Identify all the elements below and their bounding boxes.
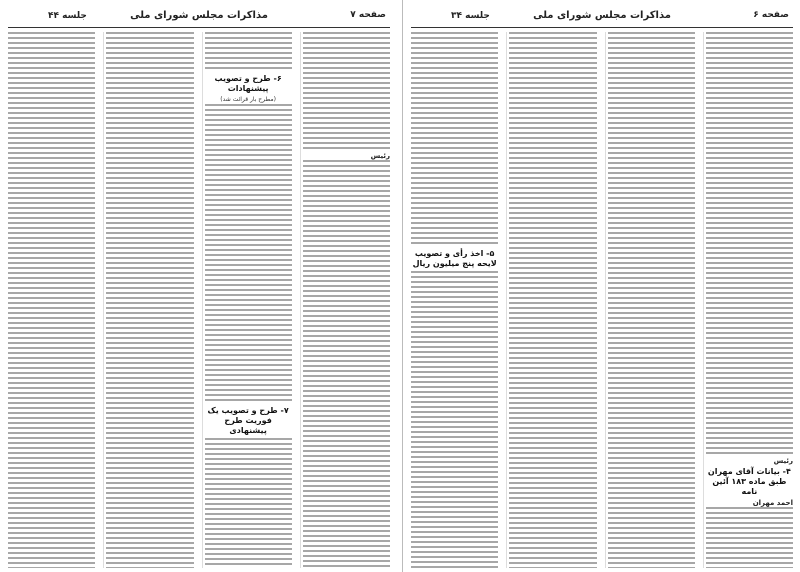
text-block (411, 271, 498, 568)
header-rule (8, 27, 390, 28)
page-title: مذاکرات مجلس شورای ملی (130, 10, 268, 21)
section-heading: ۵- اخذ رأی و تصویب لایحه پنج میلیون ریال (411, 247, 498, 271)
speaker-label: رئیس (773, 457, 793, 465)
session-number: جلسه ۴۴ (48, 11, 87, 21)
page-header (8, 8, 390, 22)
text-columns (409, 32, 795, 568)
text-block (509, 32, 596, 568)
header-rule (411, 27, 793, 28)
text-block (608, 32, 695, 568)
text-block (205, 104, 292, 404)
speaker-label: رئیس (370, 152, 390, 160)
section-heading: ۴- بیانات آقای مهران طبق ماده ۱۸۳ آئین نامه (706, 465, 793, 499)
column-1 (300, 32, 392, 568)
text-columns (6, 32, 392, 568)
text-block (106, 32, 193, 568)
column-1 (703, 32, 795, 568)
column-2 (202, 32, 294, 568)
text-block (205, 438, 292, 568)
text-block (706, 32, 793, 457)
text-block (411, 32, 498, 247)
section-note: (مطرح بار قرائت شد) (220, 96, 276, 103)
section-heading: ۶- طرح و تصویب پیشنهادات (205, 72, 292, 96)
column-3 (103, 32, 195, 568)
column-2 (605, 32, 697, 568)
text-block (8, 32, 95, 568)
page-number: صفحه ۶ (753, 10, 789, 20)
column-4 (6, 32, 97, 568)
column-4 (409, 32, 500, 568)
left-page (0, 0, 398, 572)
text-block (303, 32, 390, 152)
right-page (402, 0, 800, 572)
text-block (303, 160, 390, 568)
page-number: صفحه ۷ (350, 10, 386, 20)
page-header (411, 8, 793, 22)
session-number: جلسه ۳۴ (451, 11, 490, 21)
page-title: مذاکرات مجلس شورای ملی (533, 10, 671, 21)
text-block (706, 507, 793, 568)
speaker-label: احمد مهران (752, 499, 793, 507)
section-heading: ۷- طرح و تصویب یک فوریت طرح پیشنهادی (205, 404, 292, 438)
column-3 (506, 32, 598, 568)
text-block (205, 32, 292, 72)
